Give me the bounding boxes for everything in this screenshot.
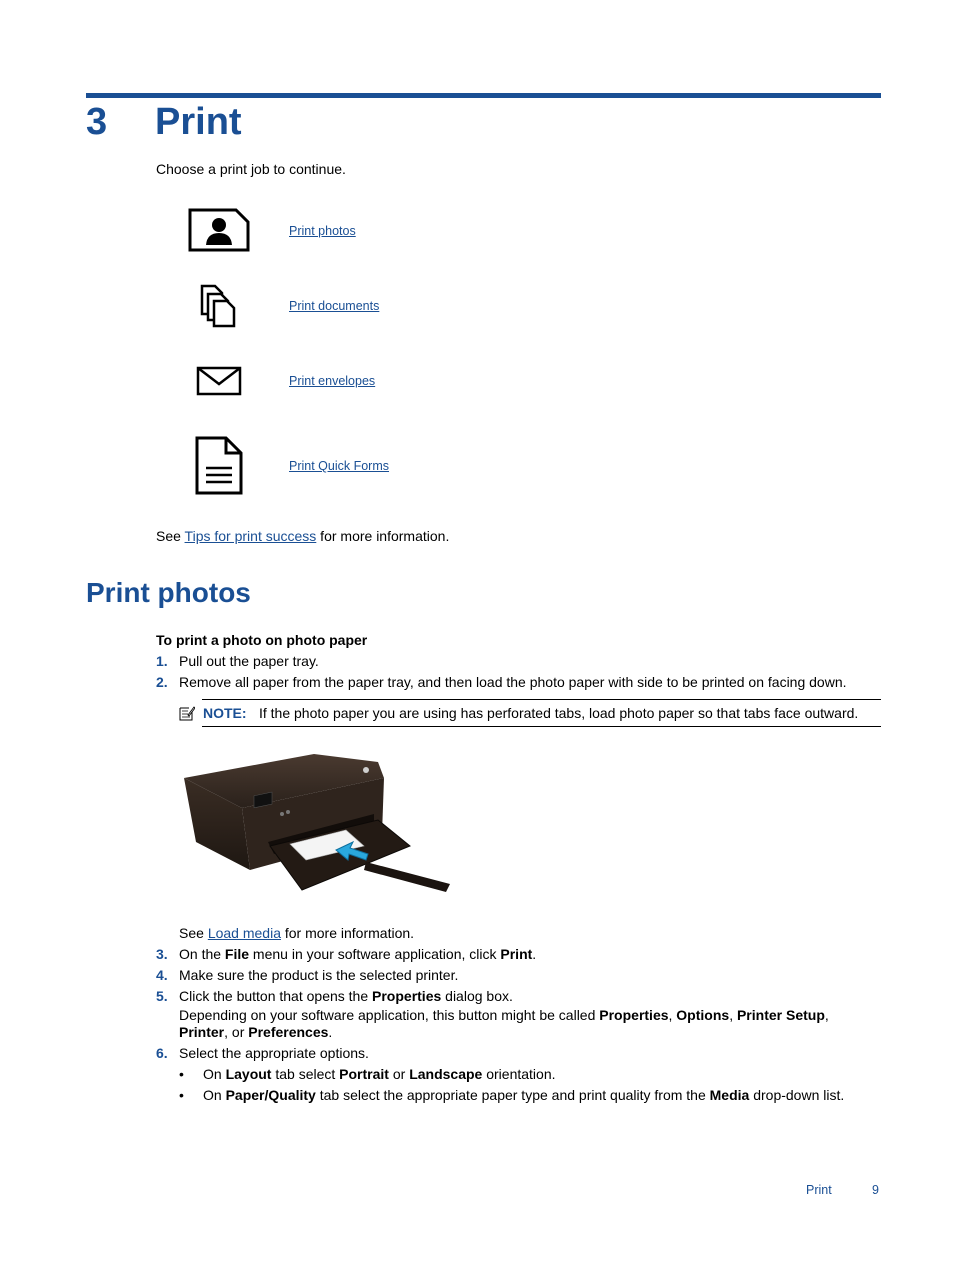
note-bottom-rule <box>202 726 881 727</box>
print-envelopes-link[interactable]: Print envelopes <box>289 374 376 388</box>
step-3: 3. On the File menu in your software application, click Print. <box>156 946 537 962</box>
print-documents-link[interactable]: Print documents <box>289 299 380 313</box>
step-6: 6. Select the appropriate options. <box>156 1045 369 1061</box>
note-text: If the photo paper you are using has perforated tabs, load photo paper so that tabs face outward. <box>259 705 859 721</box>
procedure-title: To print a photo on photo paper <box>156 632 368 648</box>
printer-illustration <box>178 750 454 899</box>
footer-page-number: 9 <box>872 1183 879 1197</box>
documents-icon[interactable] <box>186 284 252 328</box>
tips-for-print-success-link[interactable]: Tips for print success <box>184 528 317 544</box>
envelope-icon[interactable] <box>186 366 252 396</box>
print-photos-link[interactable]: Print photos <box>289 224 356 238</box>
intro-text: Choose a print job to continue. <box>156 161 346 177</box>
print-quick-forms-link[interactable]: Print Quick Forms <box>289 459 390 473</box>
section-title: Print photos <box>86 577 251 608</box>
see-tips-line: See Tips for print success for more information. <box>156 528 450 544</box>
load-media-link[interactable]: Load media <box>207 925 281 941</box>
note-box <box>179 699 881 727</box>
step-2: 2. Remove all paper from the paper tray, and then load the photo paper with side to be printed on facing down. <box>156 674 847 690</box>
photo-icon[interactable] <box>186 208 252 252</box>
footer-chapter-label: Print <box>806 1183 832 1197</box>
step-5: 5. Click the button that opens the Properties dialog box. <box>156 988 513 1004</box>
step-1: 1. Pull out the paper tray. <box>156 653 319 669</box>
see-load-line: See Load media for more information. <box>179 925 415 941</box>
quick-forms-icon[interactable] <box>186 436 252 496</box>
note-top-rule <box>202 699 881 700</box>
chapter-title: Print <box>155 101 242 143</box>
bullet-layout: • On Layout tab select Portrait or Landscape orientation. <box>179 1066 556 1082</box>
chapter-number: 3 <box>86 101 108 143</box>
bullet-paper-quality: • On Paper/Quality tab select the appropriate paper type and print quality from the Media drop-down list. <box>179 1087 845 1103</box>
note-icon <box>179 705 195 724</box>
step-5-detail: Depending on your software application, this button might be called Properties, Options, Printer Setup, Printer, or Preferences. <box>179 1007 829 1040</box>
note-label: NOTE: <box>203 705 247 721</box>
step-4: 4. Make sure the product is the selected printer. <box>156 967 459 983</box>
